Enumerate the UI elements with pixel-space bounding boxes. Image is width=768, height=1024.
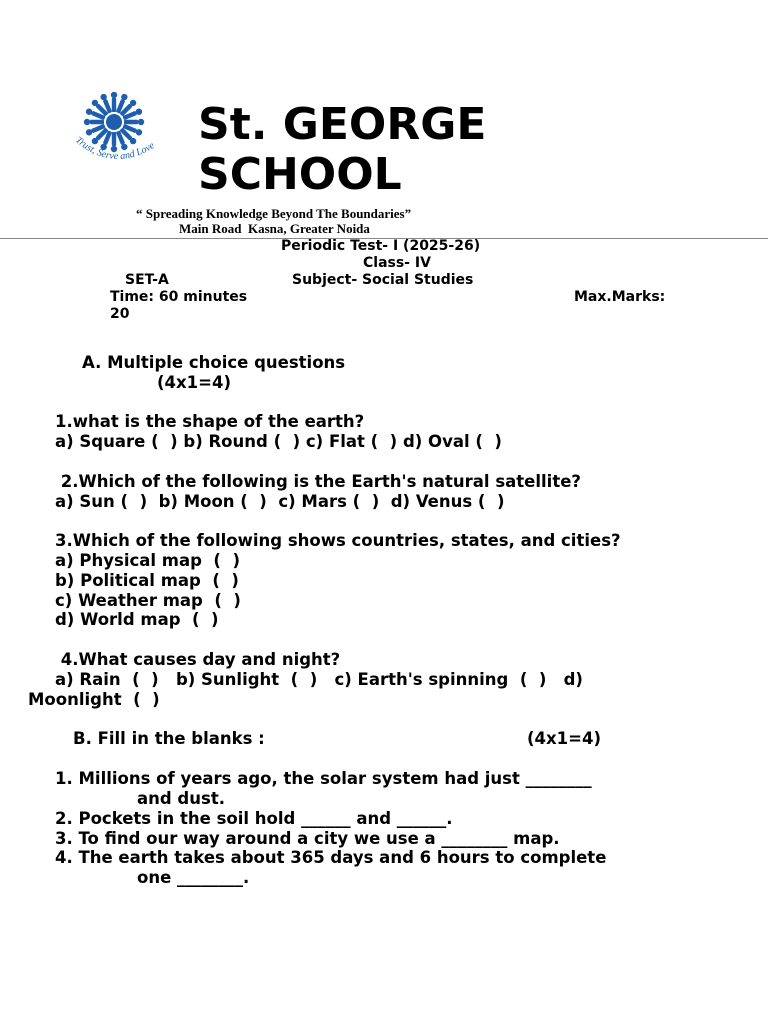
logo-motto: Trust, Serve and Love <box>73 134 157 163</box>
school-name-line1: St. GEORGE <box>198 99 487 150</box>
question-4: 4.What causes day and night? <box>55 650 341 669</box>
section-b-marks: (4x1=4) <box>527 729 601 748</box>
section-a-marks: (4x1=4) <box>157 373 231 392</box>
school-address: Main Road Kasna, Greater Noida <box>179 221 370 236</box>
class-label: Class- IV <box>363 255 431 271</box>
school-tagline: “ Spreading Knowledge Beyond The Boundaries” <box>136 206 412 221</box>
test-name: Periodic Test- I (2025-26) <box>281 238 481 254</box>
question-3: 3.Which of the following shows countries, states, and cities? <box>55 531 621 550</box>
question-1-options: a) Square ( ) b) Round ( ) c) Flat ( ) d) Oval ( ) <box>55 432 502 451</box>
question-3-option-b: b) Political map ( ) <box>55 571 239 590</box>
max-marks-value: 20 <box>110 306 130 322</box>
school-logo <box>58 92 174 172</box>
question-4-options-line2: Moonlight ( ) <box>28 690 160 709</box>
question-1: 1.what is the shape of the earth? <box>55 412 365 431</box>
set-label: SET-A <box>125 272 169 288</box>
fill-blank-1: 1. Millions of years ago, the solar system had just ________ <box>55 769 592 788</box>
logo-sun-icon <box>58 92 174 172</box>
question-3-option-c: c) Weather map ( ) <box>55 591 241 610</box>
fill-blank-4: 4. The earth takes about 365 days and 6 hours to complete <box>55 848 607 867</box>
fill-blank-3: 3. To find our way around a city we use a ________ map. <box>55 829 560 848</box>
max-marks-label: Max.Marks: <box>574 289 666 305</box>
school-name-line2: SCHOOL <box>198 149 402 200</box>
school-name <box>198 100 486 200</box>
question-4-options-line1: a) Rain ( ) b) Sunlight ( ) c) Earth's spinning ( ) d) <box>55 670 583 689</box>
question-2: 2.Which of the following is the Earth's natural satellite? <box>55 472 581 491</box>
subject-label: Subject- Social Studies <box>292 272 474 288</box>
question-3-option-a: a) Physical map ( ) <box>55 551 241 570</box>
fill-blank-4-cont: one ________. <box>137 868 250 887</box>
section-b-title: B. Fill in the blanks : <box>73 729 265 748</box>
fill-blank-1-cont: and dust. <box>137 789 225 808</box>
question-2-options: a) Sun ( ) b) Moon ( ) c) Mars ( ) d) Venus ( ) <box>55 492 505 511</box>
section-a-title: A. Multiple choice questions <box>82 353 346 372</box>
time-label: Time: 60 minutes <box>110 289 248 305</box>
fill-blank-2: 2. Pockets in the soil hold ______ and ______. <box>55 809 453 828</box>
question-3-option-d: d) World map ( ) <box>55 610 219 629</box>
